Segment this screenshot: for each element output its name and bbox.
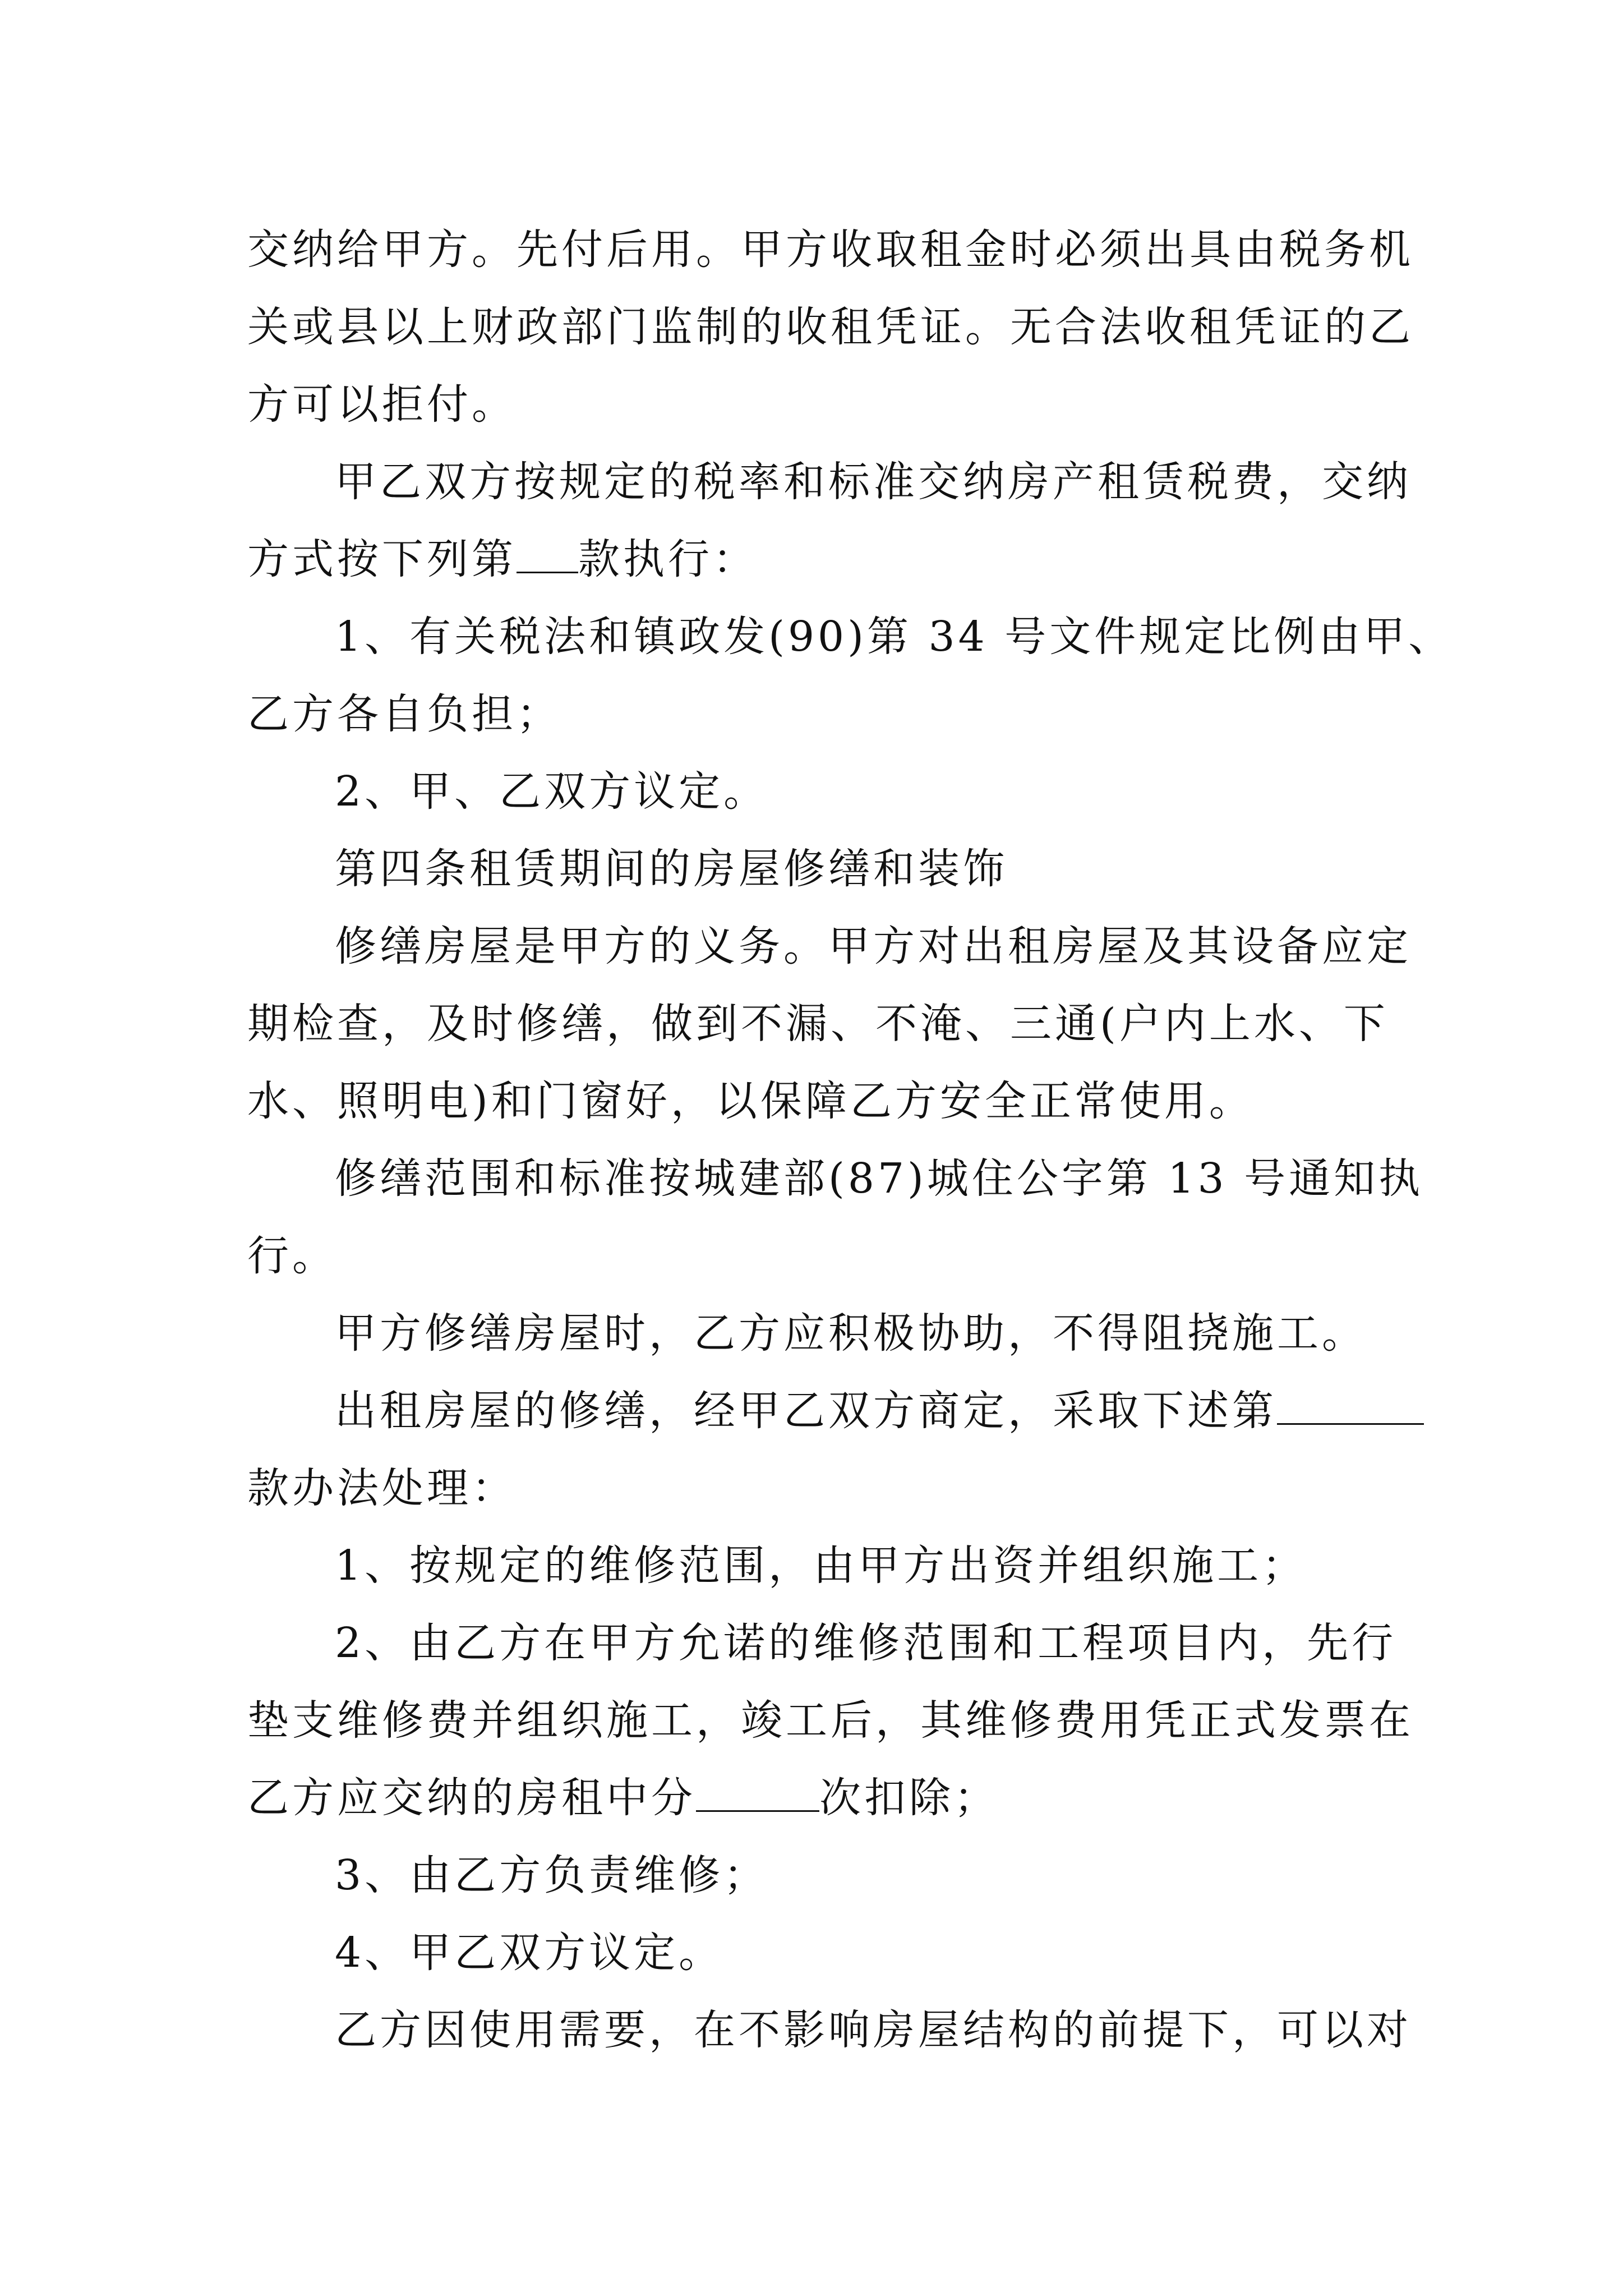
paragraph-line: 1、按规定的维修范围，由甲方出资并组织施工； — [335, 1542, 1307, 1590]
paragraph-line: 1、有关税法和镇政发(90)第 34 号文件规定比例由甲、 — [335, 613, 1454, 661]
paragraph-line: 乙方因使用需要，在不影响房屋结构的前提下，可以对 — [335, 2006, 1412, 2054]
paragraph-line: 款办法处理： — [247, 1464, 517, 1512]
line-text: 乙方应交纳的房租中分 — [247, 1774, 696, 1822]
paragraph-line: 方可以拒付。 — [247, 380, 517, 429]
paragraph-line — [247, 1372, 1380, 1450]
line-text: 出租房屋的修缮，经甲乙双方商定，采取下述第 — [335, 1387, 1277, 1435]
fill-in-blank — [696, 1774, 819, 1812]
paragraph-line: 期检查，及时修缮，做到不漏、不淹、三通(户内上水、下 — [247, 1000, 1389, 1048]
paragraph-line — [247, 521, 1380, 598]
paragraph-line: 交纳给甲方。先付后用。甲方收取租金时必须出具由税务机 — [247, 226, 1414, 274]
paragraph-line: 甲方修缮房屋时，乙方应积极协助，不得阻挠施工。 — [335, 1309, 1367, 1358]
paragraph-line: 甲乙双方按规定的税率和标准交纳房产租赁税费，交纳 — [335, 458, 1412, 506]
paragraph-line: 修缮范围和标准按城建部(87)城住公字第 13 号通知执 — [335, 1154, 1424, 1203]
line-text: 款执行： — [578, 535, 758, 583]
paragraph-line: 垫支维修费并组织施工，竣工后，其维修费用凭正式发票在 — [247, 1696, 1414, 1745]
paragraph-line: 关或县以上财政部门监制的收租凭证。无合法收租凭证的乙 — [247, 303, 1414, 351]
paragraph-line: 2、甲、乙双方议定。 — [335, 767, 769, 816]
paragraph-line: 乙方各自负担； — [247, 690, 561, 738]
fill-in-blank — [1277, 1387, 1424, 1425]
paragraph-line: 行。 — [247, 1232, 337, 1280]
section-heading: 第四条租赁期间的房屋修缮和装饰 — [335, 845, 1008, 893]
line-text: 次扣除； — [819, 1774, 999, 1822]
paragraph-line: 2、由乙方在甲方允诺的维修范围和工程项目内，先行 — [335, 1619, 1397, 1667]
paragraph-line: 修缮房屋是甲方的义务。甲方对出租房屋及其设备应定 — [335, 922, 1412, 970]
paragraph-line: 3、由乙方负责维修； — [335, 1851, 769, 1899]
document-body — [247, 211, 1454, 2069]
paragraph-line: 水、照明电)和门窗好，以保障乙方安全正常使用。 — [247, 1077, 1254, 1125]
fill-in-blank — [517, 536, 578, 573]
paragraph-line — [247, 1759, 1380, 1837]
paragraph-line: 4、甲乙双方议定。 — [335, 1929, 724, 1977]
line-text: 方式按下列第 — [247, 535, 517, 583]
